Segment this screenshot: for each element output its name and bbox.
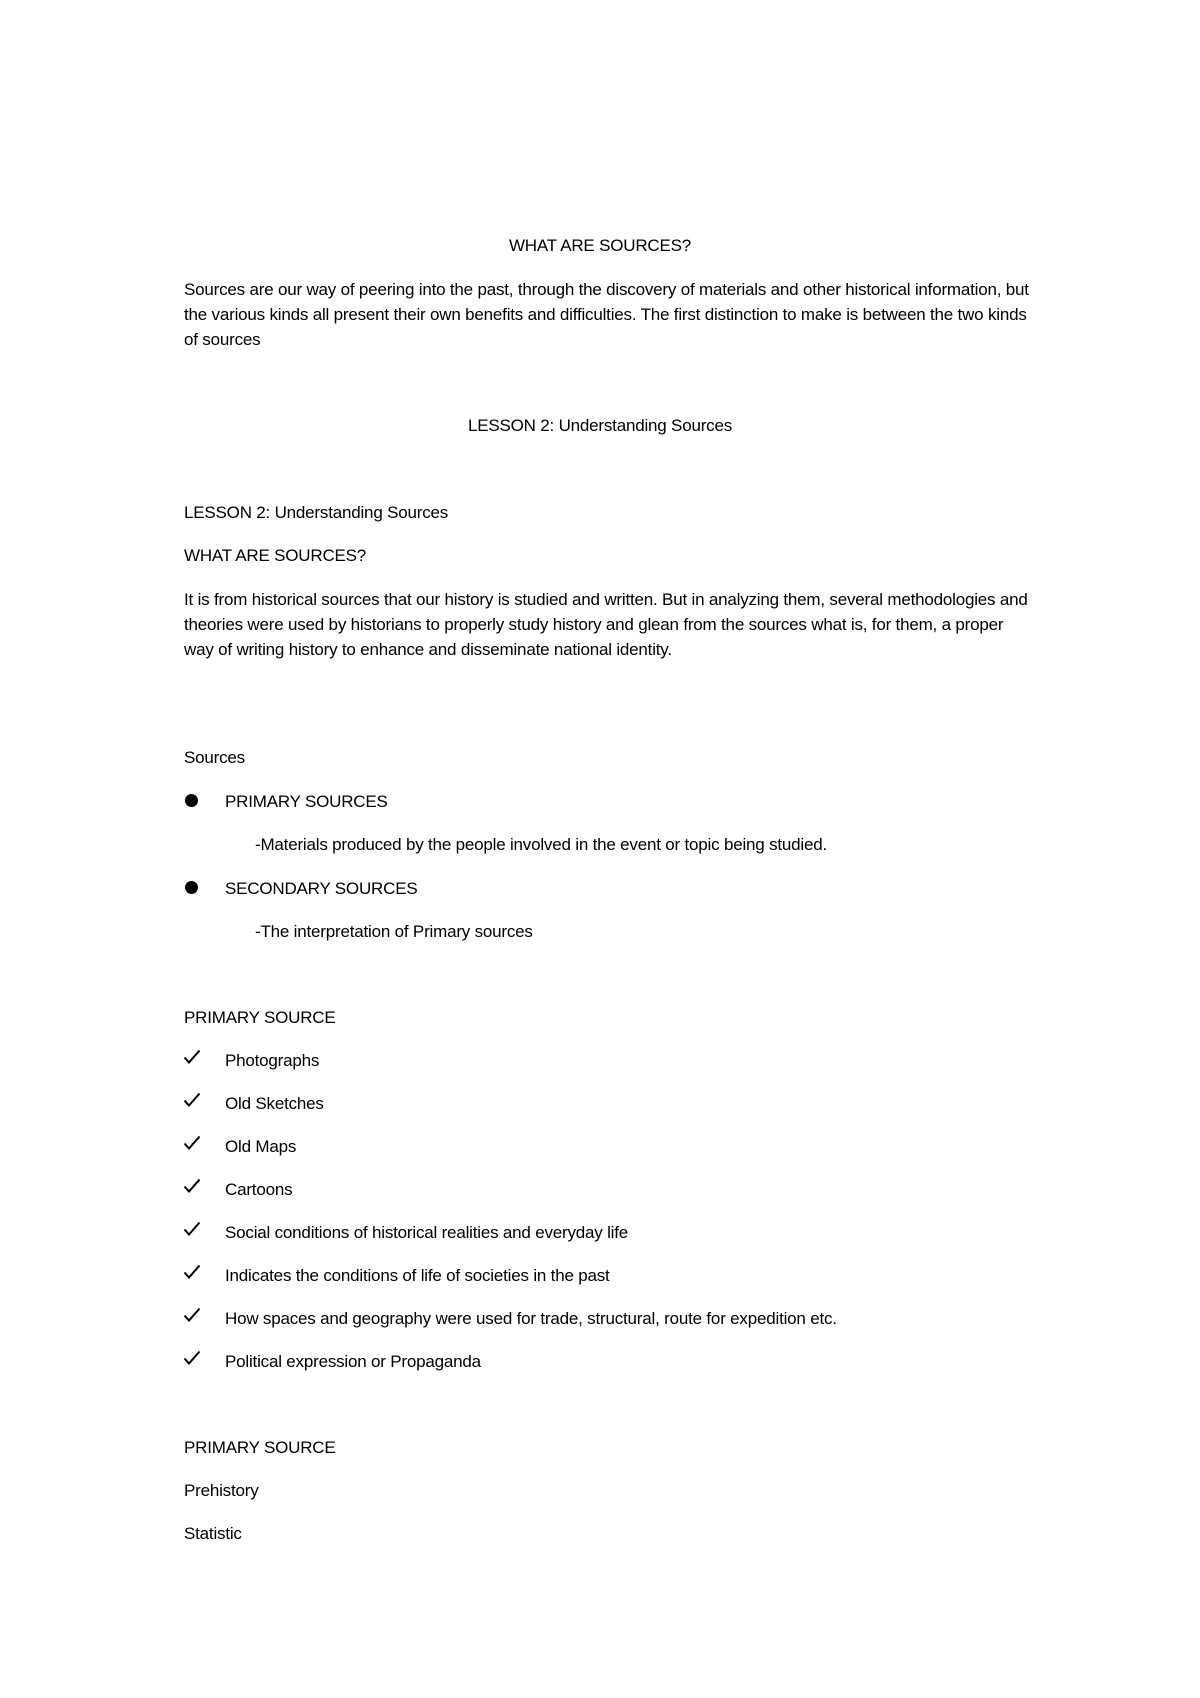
source-type-description: -Materials produced by the people involved in the event or topic being studied.	[255, 835, 828, 854]
filled-circle-icon	[185, 794, 198, 807]
lesson-title: LESSON 2: Understanding Sources	[184, 503, 449, 522]
sources-heading: Sources	[184, 748, 245, 767]
checkmark-icon	[183, 1307, 201, 1323]
checklist-item: Political expression or Propaganda	[225, 1352, 481, 1371]
primary-source-heading: PRIMARY SOURCE	[184, 1008, 336, 1027]
source-type-description: -The interpretation of Primary sources	[255, 922, 533, 941]
list-item: Statistic	[184, 1524, 242, 1543]
checkmark-icon	[183, 1264, 201, 1280]
section-title-what-are-sources: WHAT ARE SOURCES?	[184, 546, 367, 565]
checkmark-icon	[183, 1221, 201, 1237]
source-type-label: SECONDARY SOURCES	[225, 879, 418, 898]
document-title: WHAT ARE SOURCES?	[508, 236, 692, 255]
checkmark-icon	[183, 1135, 201, 1151]
checklist-item: Old Sketches	[225, 1094, 324, 1113]
checkmark-icon	[183, 1350, 201, 1366]
checklist-item: Social conditions of historical realities and everyday life	[225, 1223, 629, 1242]
body-paragraph: It is from historical sources that our history is studied and written. But in analyzing them, several methodologies and theories were used by historians to properly study history and glean from the sources what is, for them, a proper way of writing history to enhance and disseminate national identity.	[184, 590, 1028, 659]
lesson-title-centered: LESSON 2: Understanding Sources	[467, 416, 733, 435]
checklist-item: Cartoons	[225, 1180, 293, 1199]
filled-circle-icon	[185, 881, 198, 894]
checkmark-icon	[183, 1092, 201, 1108]
checklist-item: Photographs	[225, 1051, 320, 1070]
list-item: Prehistory	[184, 1481, 259, 1500]
source-type-label: PRIMARY SOURCES	[225, 792, 388, 811]
intro-paragraph: Sources are our way of peering into the past, through the discovery of materials and other historical information, but the various kinds all present their own benefits and difficulties. The first distinction to make is between the two kinds of sources	[184, 280, 1029, 349]
checklist-item: How spaces and geography were used for trade, structural, route for expedition etc.	[225, 1309, 837, 1328]
checkmark-icon	[183, 1049, 201, 1065]
primary-source-heading: PRIMARY SOURCE	[184, 1438, 336, 1457]
checklist-item: Old Maps	[225, 1137, 297, 1156]
checkmark-icon	[183, 1178, 201, 1194]
checklist-item: Indicates the conditions of life of societies in the past	[225, 1266, 610, 1285]
